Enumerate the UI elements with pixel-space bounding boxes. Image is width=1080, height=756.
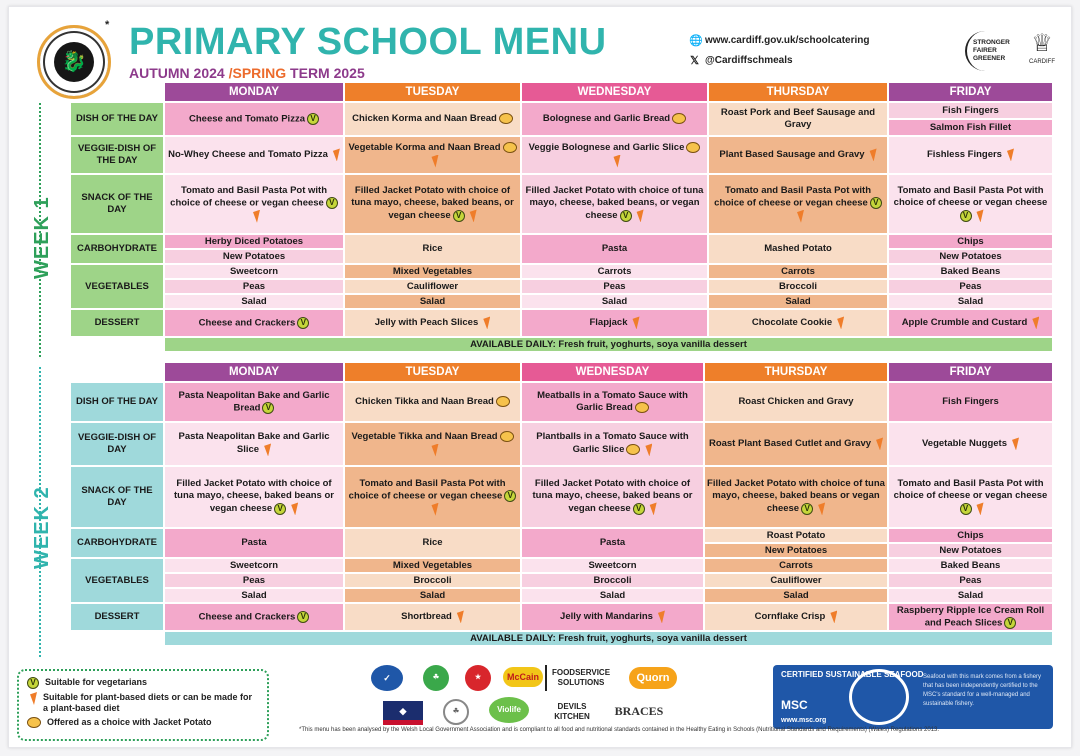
vegan-logo: ☘ bbox=[423, 665, 449, 691]
menu-cell: Pasta bbox=[522, 529, 703, 557]
menu-cell: Filled Jacket Potato with choice of tuna mayo, cheese, baked beans, or vegan cheese V bbox=[522, 175, 707, 233]
corner-cell bbox=[71, 83, 163, 101]
menu-cell: Salad bbox=[345, 589, 520, 602]
menu-cell: Baked Beans bbox=[889, 265, 1052, 278]
menu-cell: Fish Fingers bbox=[889, 103, 1052, 118]
menu-cell: Salad bbox=[165, 295, 343, 308]
row-label: CARBOHYDRATE bbox=[71, 235, 163, 263]
page-title: PRIMARY SCHOOL MENU bbox=[129, 21, 607, 63]
menu-cell: Filled Jacket Potato with choice of tuna mayo, cheese, baked beans or vegan cheese V bbox=[705, 467, 887, 527]
menu-cell: Jelly with Peach Slices bbox=[345, 310, 520, 336]
footer-note: *This menu has been analysed by the Welsh Local Government Association and is compliant to all food and nutritional standards contained in the Healthy Eating in Schools (Nutritional Standards and Requirements) (Wales) Regulations 2013. bbox=[299, 727, 940, 733]
menu-cell: Veggie Bolognese and Garlic Slice bbox=[522, 137, 707, 173]
menu-cell: New Potatoes bbox=[165, 250, 343, 263]
vegetarian-icon: V bbox=[870, 197, 882, 209]
day-header: FRIDAY bbox=[889, 83, 1052, 101]
spacer-cell bbox=[71, 632, 163, 645]
menu-cell: Pasta bbox=[165, 529, 343, 557]
menu-cell: Pasta bbox=[522, 235, 707, 263]
vegetarian-icon: V bbox=[960, 503, 972, 515]
menu-cell: Carrots bbox=[522, 265, 707, 278]
menu-cell: Chocolate Cookie bbox=[709, 310, 887, 336]
menu-cell: Peas bbox=[165, 574, 343, 587]
menu-cell: Chips bbox=[889, 235, 1052, 248]
vegetarian-icon: V bbox=[453, 210, 465, 222]
row-label: VEGETABLES bbox=[71, 559, 163, 602]
menu-cell: Sweetcorn bbox=[522, 559, 703, 572]
menu-cell: Tomato and Basil Pasta Pot with choice of cheese or vegan cheese V bbox=[345, 467, 520, 527]
heinz-logo: ◆ bbox=[383, 701, 423, 725]
contact-info bbox=[689, 31, 869, 71]
stronger-fairer-greener-logo: STRONGER FAIRER GREENER bbox=[965, 31, 1009, 71]
menu-cell: No-Whey Cheese and Tomato Pizza bbox=[165, 137, 343, 173]
key-vegetarian: Suitable for vegetarians bbox=[45, 677, 148, 687]
menu-cell: Plantballs in a Tomato Sauce with Garlic Slice bbox=[522, 423, 703, 465]
menu-cell: Cauliflower bbox=[345, 280, 520, 293]
plant-based-icon bbox=[429, 444, 439, 457]
menu-cell: Chicken Korma and Naan Bread bbox=[345, 103, 520, 135]
mccain-logo: McCain bbox=[503, 667, 543, 687]
menu-cell: Salad bbox=[889, 295, 1052, 308]
menu-cell: Bolognese and Garlic Bread bbox=[522, 103, 707, 135]
plant-based-icon bbox=[867, 148, 877, 161]
menu-cell: Salad bbox=[165, 589, 343, 602]
menu-cell: New Potatoes bbox=[889, 544, 1052, 557]
plant-based-icon bbox=[873, 437, 883, 450]
day-header: MONDAY bbox=[165, 83, 343, 101]
menu-cell: Peas bbox=[889, 280, 1052, 293]
plant-based-icon bbox=[630, 316, 640, 329]
plant-based-icon bbox=[642, 443, 652, 456]
plant-based-icon bbox=[655, 610, 665, 623]
row-label: VEGETABLES bbox=[71, 265, 163, 308]
plant-based-icon bbox=[288, 502, 298, 515]
row-label: DESSERT bbox=[71, 604, 163, 630]
vegetarian-icon: V bbox=[801, 503, 813, 515]
key-jacket-potato: Offered as a choice with Jacket Potato bbox=[47, 717, 212, 727]
vegetarian-icon: V bbox=[1004, 617, 1016, 629]
menu-cell: Filled Jacket Potato with choice of tuna mayo, cheese, baked beans, or vegan cheese V bbox=[345, 175, 520, 233]
menu-cell: Rice bbox=[345, 235, 520, 263]
plant-based-icon bbox=[429, 155, 439, 168]
week2-table bbox=[69, 361, 1054, 647]
braces-logo: BRACES bbox=[614, 704, 664, 718]
menu-sheet bbox=[8, 6, 1072, 748]
msc-certification-box bbox=[773, 665, 1053, 729]
plant-based-icon bbox=[1009, 437, 1019, 450]
available-daily-banner: AVAILABLE DAILY: Fresh fruit, yoghurts, soya vanilla dessert bbox=[165, 632, 1052, 645]
menu-cell: Tomato and Basil Pasta Pot with choice of cheese or vegan cheeseV bbox=[889, 175, 1052, 233]
menu-cell: Cheese and Tomato Pizza V bbox=[165, 103, 343, 135]
menu-cell: Roast Chicken and Gravy bbox=[705, 383, 887, 421]
menu-cell: Pasta Neapolitan Bake and Garlic Bread V bbox=[165, 383, 343, 421]
vegetarian-icon: V bbox=[274, 503, 286, 515]
row-label: VEGGIE-DISH OF DAY bbox=[71, 423, 163, 465]
website-link[interactable]: www.cardiff.gov.uk/schoolcatering bbox=[705, 35, 870, 46]
menu-cell: Rice bbox=[345, 529, 520, 557]
day-header: WEDNESDAY bbox=[522, 83, 707, 101]
msc-fish-icon bbox=[849, 669, 909, 725]
plant-based-icon bbox=[974, 502, 984, 515]
week1-label: WEEK 1 bbox=[31, 196, 53, 279]
menu-cell: Salmon Fish Fillet bbox=[889, 120, 1052, 135]
quorn-logo: Quorn bbox=[629, 667, 677, 689]
menu-cell: Cheese and Crackers V bbox=[165, 604, 343, 630]
menu-cell: Salad bbox=[889, 589, 1052, 602]
menu-cell: Vegetable Nuggets bbox=[889, 423, 1052, 465]
row-label: VEGGIE-DISH OF THE DAY bbox=[71, 137, 163, 173]
vegetarian-icon: V bbox=[262, 402, 274, 414]
jacket-potato-icon bbox=[500, 431, 514, 442]
menu-cell: Mixed Vegetables bbox=[345, 559, 520, 572]
menu-cell: Salad bbox=[345, 295, 520, 308]
row-label: SNACK OF THE DAY bbox=[71, 467, 163, 527]
day-header: MONDAY bbox=[165, 363, 343, 381]
row-label: DISH OF THE DAY bbox=[71, 103, 163, 135]
menu-cell: Plant Based Sausage and Gravy bbox=[709, 137, 887, 173]
term-spring: SPRING bbox=[232, 65, 287, 81]
week1-table bbox=[69, 81, 1054, 353]
row-label: SNACK OF THE DAY bbox=[71, 175, 163, 233]
menu-cell: New Potatoes bbox=[889, 250, 1052, 263]
plant-based-icon bbox=[480, 316, 490, 329]
plant-based-icon bbox=[634, 209, 644, 222]
menu-cell: Mashed Potato bbox=[709, 235, 887, 263]
plant-based-icon bbox=[1029, 316, 1039, 329]
menu-cell: Vegetable Tikka and Naan Bread bbox=[345, 423, 520, 465]
foodservice-logo: FOODSERVICE SOLUTIONS bbox=[545, 665, 613, 691]
plant-based-icon bbox=[330, 148, 340, 161]
vegetarian-icon: V bbox=[620, 210, 632, 222]
menu-cell: Baked Beans bbox=[889, 559, 1052, 572]
msc-small-logo: ✓ bbox=[371, 665, 403, 691]
plant-based-icon bbox=[250, 210, 260, 223]
menu-cell: Herby Diced Potatoes bbox=[165, 235, 343, 248]
plant-based-icon bbox=[429, 503, 439, 516]
vegetarian-icon: V bbox=[297, 317, 309, 329]
vegetarian-icon: V bbox=[633, 503, 645, 515]
jacket-potato-icon bbox=[686, 142, 700, 153]
menu-cell: Mixed Vegetables bbox=[345, 265, 520, 278]
plant-based-icon bbox=[1004, 148, 1014, 161]
menu-cell: Pasta Neapolitan Bake and Garlic Slice bbox=[165, 423, 343, 465]
menu-cell: Jelly with Mandarins bbox=[522, 604, 703, 630]
spacer-cell bbox=[71, 338, 163, 351]
plant-based-icon bbox=[261, 443, 271, 456]
msc-description: Seafood with this mark comes from a fishery that has been independently certified to the MSC's standard for a well-managed and sustainable fishery. bbox=[923, 674, 1042, 707]
dragon-icon: 🐉 bbox=[54, 42, 94, 82]
plant-based-icon bbox=[467, 209, 477, 222]
jacket-potato-icon bbox=[672, 113, 686, 124]
menu-cell: Filled Jacket Potato with choice of tuna mayo, cheese, baked beans or vegan cheese V bbox=[165, 467, 343, 527]
violife-logo: Violife bbox=[489, 697, 529, 723]
menu-cell: Salad bbox=[522, 589, 703, 602]
social-handle[interactable]: @Cardiffschmeals bbox=[705, 55, 793, 66]
corner-cell bbox=[71, 363, 163, 381]
crest-dragon-icon: ♕ bbox=[1031, 30, 1053, 57]
menu-cell: Raspberry Ripple Ice Cream Roll and Peach Slices V bbox=[889, 604, 1052, 630]
menu-cell: Sweetcorn bbox=[165, 265, 343, 278]
menu-cell: Shortbread bbox=[345, 604, 520, 630]
day-header: THURSDAY bbox=[705, 363, 887, 381]
menu-cell: Salad bbox=[709, 295, 887, 308]
vegetarian-icon: V bbox=[326, 197, 338, 209]
menu-cell: Chips bbox=[889, 529, 1052, 542]
menu-cell: Tomato and Basil Pasta Pot with choice of cheese or vegan cheeseV bbox=[889, 467, 1052, 527]
menu-cell: Cheese and Crackers V bbox=[165, 310, 343, 336]
menu-cell: Peas bbox=[889, 574, 1052, 587]
badge-asterisk: * bbox=[105, 19, 110, 31]
plant-based-icon bbox=[611, 155, 621, 168]
bisto-logo: ★ bbox=[465, 665, 491, 691]
menu-cell: Apple Crumble and Custard bbox=[889, 310, 1052, 336]
menu-cell: Broccoli bbox=[345, 574, 520, 587]
menu-cell: Roast Plant Based Cutlet and Gravy bbox=[705, 423, 887, 465]
vegetarian-icon: V bbox=[27, 677, 39, 689]
msc-label: MSC bbox=[781, 698, 808, 712]
vegetarian-icon: V bbox=[297, 611, 309, 623]
menu-cell: Cornflake Crisp bbox=[705, 604, 887, 630]
plant-based-icon bbox=[815, 502, 825, 515]
row-label: CARBOHYDRATE bbox=[71, 529, 163, 557]
term-subtitle bbox=[129, 65, 365, 81]
menu-cell: Fishless Fingers bbox=[889, 137, 1052, 173]
msc-url: www.msc.org bbox=[781, 717, 827, 724]
jacket-potato-icon bbox=[496, 396, 510, 407]
jacket-potato-icon bbox=[635, 402, 649, 413]
day-header: THURSDAY bbox=[709, 83, 887, 101]
jacket-potato-icon bbox=[499, 113, 513, 124]
menu-cell: Cauliflower bbox=[705, 574, 887, 587]
devils-kitchen-logo: DEVILS KITCHEN bbox=[554, 702, 590, 721]
menu-cell: Carrots bbox=[705, 559, 887, 572]
menu-cell: Tomato and Basil Pasta Pot with choice of cheese or vegan cheese V bbox=[709, 175, 887, 233]
vegetarian-icon: V bbox=[504, 490, 516, 502]
menu-cell: Broccoli bbox=[522, 574, 703, 587]
menu-cell: Sweetcorn bbox=[165, 559, 343, 572]
menu-cell: Flapjack bbox=[522, 310, 707, 336]
day-header: TUESDAY bbox=[345, 363, 520, 381]
menu-cell: Salad bbox=[522, 295, 707, 308]
menu-cell: Vegetable Korma and Naan Bread bbox=[345, 137, 520, 173]
row-label: DISH OF THE DAY bbox=[71, 383, 163, 421]
plant-based-icon bbox=[834, 316, 844, 329]
menu-cell: New Potatoes bbox=[705, 544, 887, 557]
jacket-potato-icon bbox=[626, 444, 640, 455]
menu-cell: Meatballs in a Tomato Sauce with Garlic Bread bbox=[522, 383, 703, 421]
key-plant-based: Suitable for plant-based diets or can be made for a plant-based diet bbox=[43, 692, 253, 713]
plant-based-icon bbox=[974, 209, 984, 222]
jacket-potato-icon bbox=[503, 142, 517, 153]
plant-based-icon bbox=[794, 210, 804, 223]
globe-icon: 🌐 bbox=[689, 34, 703, 47]
menu-cell: Filled Jacket Potato with choice of tuna mayo, cheese, baked beans or vegan cheese V bbox=[522, 467, 703, 527]
available-daily-banner: AVAILABLE DAILY: Fresh fruit, yoghurts, soya vanilla dessert bbox=[165, 338, 1052, 351]
term-slash: / bbox=[228, 65, 233, 81]
menu-cell: Roast Potato bbox=[705, 529, 887, 542]
menu-cell: Broccoli bbox=[709, 280, 887, 293]
menu-cell: Fish Fingers bbox=[889, 383, 1052, 421]
day-header: FRIDAY bbox=[889, 363, 1052, 381]
menu-cell: Roast Pork and Beef Sausage and Gravy bbox=[709, 103, 887, 135]
lamb-logo: ☘ bbox=[443, 699, 469, 725]
msc-certified-text: CERTIFIED SUSTAINABLE SEAFOOD bbox=[781, 670, 924, 679]
icon-key bbox=[17, 669, 269, 741]
week2-label: WEEK 2 bbox=[31, 486, 53, 569]
term-autumn: AUTUMN 2024 bbox=[129, 65, 229, 81]
day-header: WEDNESDAY bbox=[522, 363, 703, 381]
vegetarian-icon: V bbox=[307, 113, 319, 125]
term-suffix: TERM 2025 bbox=[286, 65, 365, 81]
row-label: DESSERT bbox=[71, 310, 163, 336]
cardiff-council-crest: ♕ CARDIFF bbox=[1021, 29, 1063, 73]
plant-based-icon bbox=[647, 502, 657, 515]
vegetarian-icon: V bbox=[960, 210, 972, 222]
plant-based-icon bbox=[827, 610, 837, 623]
day-header: TUESDAY bbox=[345, 83, 520, 101]
menu-cell: Carrots bbox=[709, 265, 887, 278]
menu-cell: Salad bbox=[705, 589, 887, 602]
menu-cell: Tomato and Basil Pasta Pot with choice of cheese or vegan cheese V bbox=[165, 175, 343, 233]
menu-cell: Chicken Tikka and Naan Bread bbox=[345, 383, 520, 421]
x-logo-icon: 𝕏 bbox=[690, 54, 699, 67]
menu-cell: Peas bbox=[522, 280, 707, 293]
plant-based-icon bbox=[454, 610, 464, 623]
jacket-potato-icon bbox=[27, 717, 41, 728]
menu-cell: Peas bbox=[165, 280, 343, 293]
plant-based-icon bbox=[27, 692, 37, 705]
